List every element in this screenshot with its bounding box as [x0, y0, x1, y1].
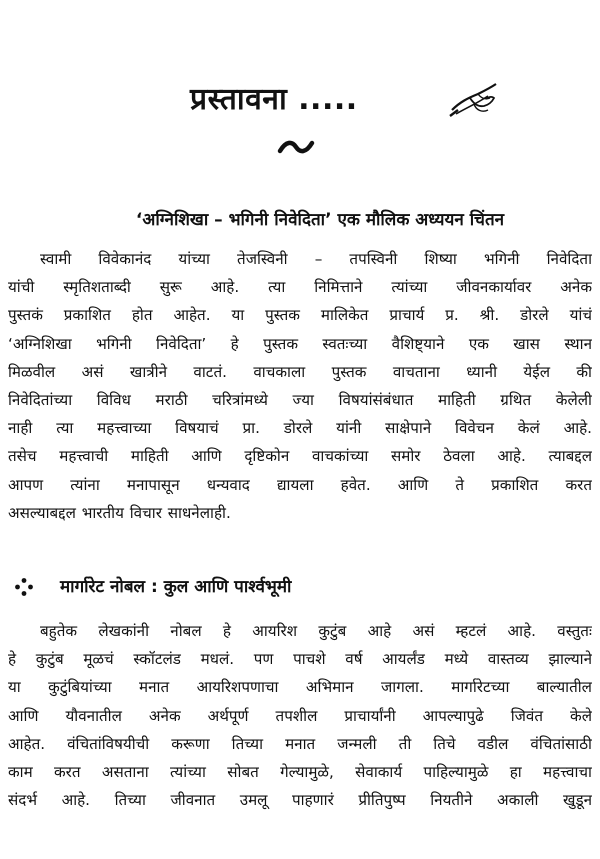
paragraph-line: तसेच महत्त्वाची माहिती आणि दृष्टिकोन वाचकांच्या समोर ठेवला आहे. त्याबद्दल — [8, 447, 592, 466]
paragraph-line: स्वामी विवेकानंद यांच्या तेजस्विनी – तपस्विनी शिष्या भगिनी निवेदिता — [40, 250, 592, 268]
paragraph-line: नाही त्या महत्त्वाच्या विषयाचं प्रा. डोरले यांनी साक्षेपाने विवेचन केलं आहे. — [8, 419, 592, 438]
paragraph-line: काम करत असताना त्यांच्या सोबत गेल्यामुळे, सेवाकार्य पाहिल्यामुळे हा महत्त्वाचा — [8, 762, 592, 781]
section-heading-row — [0, 573, 600, 603]
paragraph-line: बहुतेक लेखकांनी नोबल हे आयरिश कुटुंब आहे असं म्हटलं आहे. वस्तुतः — [40, 622, 592, 640]
paragraph-intro — [8, 245, 592, 527]
paragraph-line: निवेदितांच्या विविध मराठी चरित्रांमध्ये ज्या विषयांसंबंधात माहिती ग्रथित केलेली — [8, 390, 592, 409]
paragraph-line: असल्याबद्दल भारतीय विचार साधनेलाही. — [8, 503, 231, 522]
paragraph-line: आणि यौवनातील अनेक अर्थपूर्ण तपशील प्राचार्यांनी आपल्यापुढे जिवंत केले — [8, 706, 592, 725]
paragraph-line: ‘अग्निशिखा भगिनी निवेदिता’ हे पुस्तक स्वतःच्या वैशिष्ट्याने एक खास स्थान — [8, 334, 592, 353]
title-row — [0, 78, 600, 126]
paragraph-line: संदर्भ आहे. तिच्या जीवनात उमलू पाहणारं प्रीतिपुष्प नियतीने अकाली खुडून — [8, 791, 592, 810]
paragraph-line: आपण त्यांना मनापासून धन्यवाद द्यायला हवेत. आणि ते प्रकाशित करत — [8, 475, 592, 494]
diamond-bullet-icon — [14, 577, 34, 597]
paragraph-line: पुस्तकं प्रकाशित होत आहेत. या पुस्तक मालिकेत प्राचार्य प्र. श्री. डोरले यांचं — [8, 306, 592, 325]
paragraph-line: यांची स्मृतिशताब्दी सुरू आहे. त्या निमित्ताने त्यांच्या जीवनकार्यावर अनेक — [8, 278, 592, 297]
divider-tilde — [276, 135, 316, 161]
quill-pen-icon — [448, 80, 500, 118]
paragraph-background — [8, 617, 592, 814]
paragraph-line: मिळवील असं खात्रीने वाटतं. वाचकाला पुस्तक वाचताना ध्यानी येईल की — [8, 362, 592, 381]
paragraph-line: या कुटुंबियांच्या मनात आयरिशपणाचा अभिमान जागला. मार्गारेटच्या बाल्यातील — [8, 678, 592, 697]
section-subtitle: ‘अग्निशिखा – भगिनी निवेदिता’ एक मौलिक अध्ययन चिंतन — [135, 210, 505, 230]
paragraph-line: हे कुटुंब मूळचं स्कॉटलंड मधलं. पण पाचशे वर्ष आयर्लंड मध्ये वास्तव्य झाल्याने — [8, 650, 592, 669]
section-heading: मार्गारेट नोबल : कुल आणि पार्श्वभूमी — [60, 577, 292, 597]
paragraph-line: आहेत. वंचितांविषयीची करूणा तिच्या मनात जन्मली ती तिचे वडील वंचितांसाठी — [8, 734, 592, 753]
page-title: प्रस्तावना ..... — [190, 82, 358, 117]
